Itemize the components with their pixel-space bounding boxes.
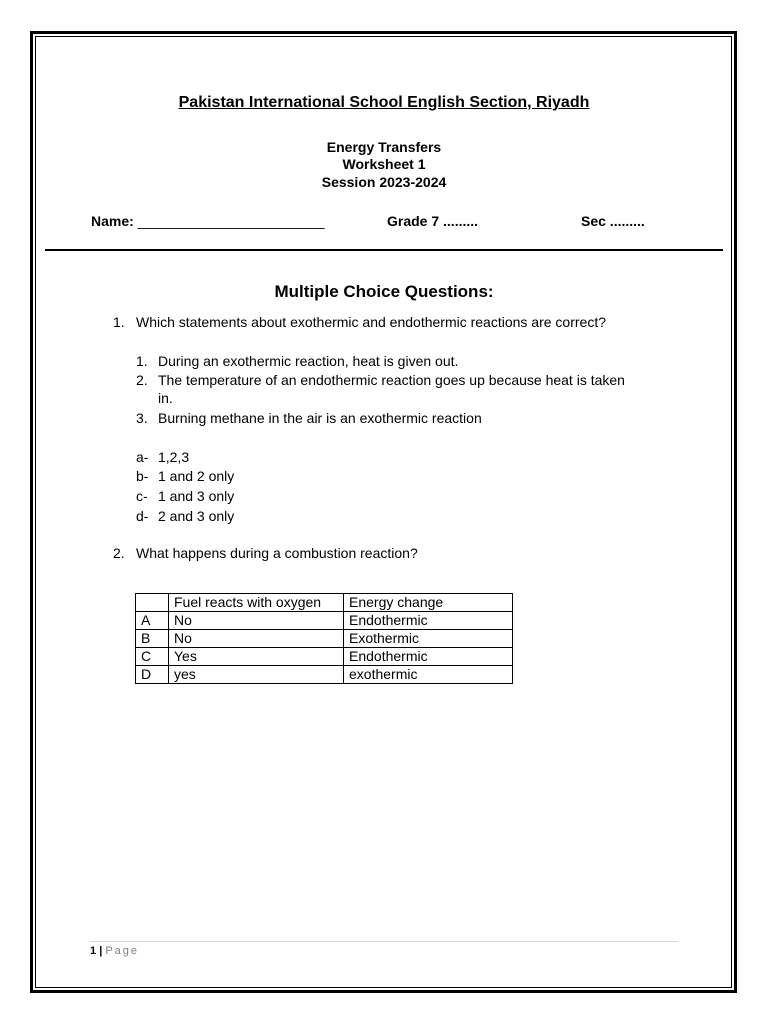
name-field — [91, 213, 325, 229]
table-cell: No — [169, 612, 344, 630]
question-2-text: What happens during a combustion reaction? — [136, 545, 418, 561]
page-footer — [90, 945, 139, 957]
option-d-text: 2 and 3 only — [158, 508, 235, 524]
statement-2-text: The temperature of an endothermic reaction goes up because heat is taken — [158, 372, 625, 388]
table-row — [136, 666, 513, 684]
table-cell: B — [136, 630, 169, 648]
statement-3-text: Burning methane in the air is an exothermic reaction — [158, 410, 482, 426]
option-b-letter: b- — [136, 468, 149, 484]
table-row — [136, 612, 513, 630]
section-field: Sec ......... — [581, 213, 645, 229]
option-a-text: 1,2,3 — [158, 449, 190, 465]
table-cell: Endothermic — [344, 612, 513, 630]
table-cell: Exothermic — [344, 630, 513, 648]
page-word: Page — [105, 945, 140, 957]
name-blank: ________________________ — [137, 213, 325, 229]
option-c-text: 1 and 3 only — [158, 488, 235, 504]
question-1-number: 1. — [113, 314, 125, 330]
option-a-letter: a- — [136, 449, 149, 465]
table-row — [136, 648, 513, 666]
statement-1-text: During an exothermic reaction, heat is given out. — [158, 353, 459, 369]
table-header-cell: Fuel reacts with oxygen — [169, 594, 344, 612]
table-cell: No — [169, 630, 344, 648]
statement-2-number: 2. — [136, 372, 148, 388]
worksheet-title: Energy Transfers — [326, 139, 442, 155]
table-cell: Endothermic — [344, 648, 513, 666]
section-heading: Multiple Choice Questions: — [274, 282, 494, 301]
option-d-letter: d- — [136, 508, 149, 524]
table-cell: yes — [169, 666, 344, 684]
worksheet-number: Worksheet 1 — [342, 156, 426, 172]
footer-rule — [90, 941, 678, 942]
grade-field: Grade 7 ......... — [387, 213, 479, 229]
table-cell: Yes — [169, 648, 344, 666]
page-separator: | — [99, 945, 103, 957]
name-label: Name: — [91, 213, 134, 229]
table-row — [136, 630, 513, 648]
answer-table — [135, 593, 513, 684]
header-divider — [45, 249, 723, 251]
option-b-text: 1 and 2 only — [158, 468, 235, 484]
table-header-cell — [136, 594, 169, 612]
table-cell: C — [136, 648, 169, 666]
statement-3-number: 3. — [136, 410, 148, 426]
table-cell: D — [136, 666, 169, 684]
option-c-letter: c- — [136, 488, 148, 504]
table-header-cell: Energy change — [344, 594, 513, 612]
question-1-text: Which statements about exothermic and endothermic reactions are correct? — [136, 314, 607, 330]
session: Session 2023-2024 — [321, 174, 447, 190]
question-2-number: 2. — [113, 545, 125, 561]
table-header-row — [136, 594, 513, 612]
statement-1-number: 1. — [136, 353, 148, 369]
page-number: 1 — [90, 945, 97, 957]
table-cell: A — [136, 612, 169, 630]
school-name: Pakistan International School English Section, Riyadh — [178, 94, 590, 111]
table-cell: exothermic — [344, 666, 513, 684]
statement-2-continuation: in. — [158, 390, 173, 406]
